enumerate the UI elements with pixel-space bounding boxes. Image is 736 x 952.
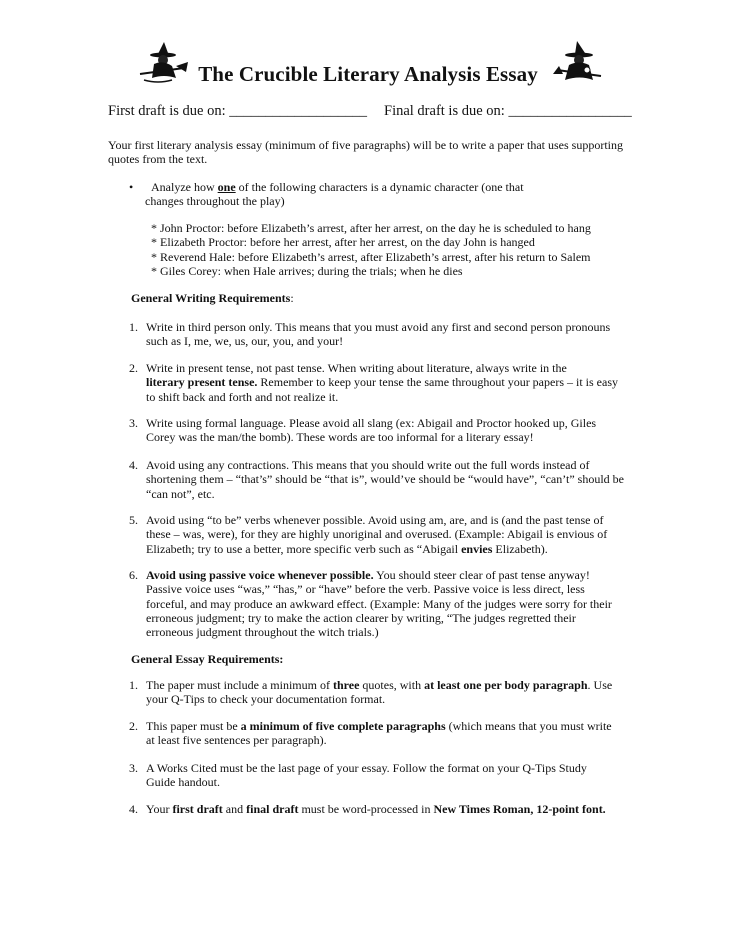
item-line: your Q-Tips to check your documentation format. bbox=[146, 692, 386, 707]
essay-item-2 bbox=[146, 719, 612, 748]
item-line: A Works Cited must be the last page of your essay. Follow the format on your Q-Tips Study bbox=[146, 761, 587, 775]
essay-item-3 bbox=[146, 761, 587, 790]
item-number: 4. bbox=[129, 802, 138, 816]
item-line: Avoid using any contractions. This means that you should write out the full words instead of bbox=[146, 458, 590, 472]
item-line: “can not”, etc. bbox=[146, 486, 215, 501]
intro-paragraph bbox=[108, 138, 623, 167]
item-line: Avoid using passive voice whenever possible. You should steer clear of past tense anyway! bbox=[146, 568, 590, 582]
final-draft-blank: _________________ bbox=[508, 103, 632, 119]
intro-line: Your first literary analysis essay (minimum of five paragraphs) will be to write a paper that uses supporting bbox=[108, 138, 623, 152]
item-number: 5. bbox=[129, 513, 138, 527]
first-draft-due bbox=[108, 103, 367, 120]
item-line: Write in present tense, not past tense. When writing about literature, always write in the bbox=[146, 361, 567, 375]
item-line: The paper must include a minimum of three quotes, with at least one per body paragraph. Use bbox=[146, 678, 613, 692]
item-line: erroneous judgment; try to make the action clearer by writing, “The judges regretted their bbox=[146, 610, 576, 625]
item-line: these – was, were), for they are highly unoriginal and overused. (Example: Abigail is envious of bbox=[146, 527, 608, 542]
item-line: Write using formal language. Please avoid all slang (ex: Abigail and Proctor hooked up, Giles bbox=[146, 416, 597, 430]
writing-item-1 bbox=[146, 320, 610, 349]
final-draft-due bbox=[384, 103, 632, 120]
item-line: forceful, and may produce an awkward effect. (Example: Many of the judges were sorry for their bbox=[146, 596, 612, 611]
item-number: 6. bbox=[129, 568, 138, 582]
item-number: 3. bbox=[129, 416, 138, 430]
intro-line: quotes from the text. bbox=[108, 152, 208, 167]
item-line: to shift back and forth and not realize it. bbox=[146, 389, 339, 404]
item-line: literary present tense. Remember to keep your tense the same throughout your papers – it is easy bbox=[146, 375, 618, 390]
character-item: * Giles Corey: when Hale arrives; during the trials; when he dies bbox=[151, 263, 463, 278]
item-line: at least five sentences per paragraph). bbox=[146, 733, 327, 748]
item-line: Guide handout. bbox=[146, 775, 220, 790]
item-line: shortening them – “that’s” should be “that is”, would’ve should be “would have”, “can’t” should be bbox=[146, 472, 624, 487]
item-line: such as I, me, we, us, our, you, and your! bbox=[146, 334, 344, 349]
bullet-emphasis: one bbox=[217, 180, 236, 194]
final-draft-label: Final draft is due on: bbox=[384, 103, 505, 119]
item-line: Write in third person only. This means that you must avoid any first and second person pronouns bbox=[146, 320, 611, 334]
item-line: Passive voice uses “was,” “has,” or “have” before the verb. Passive voice is less direct, less bbox=[146, 582, 585, 597]
bullet-text: of the following characters is a dynamic character (one that bbox=[235, 180, 524, 194]
bullet-paragraph bbox=[145, 180, 524, 209]
writing-item-6 bbox=[146, 568, 612, 639]
character-list bbox=[151, 221, 591, 278]
page-title: The Crucible Literary Analysis Essay bbox=[198, 62, 538, 86]
item-line: erroneous judgment throughout the witch trials.) bbox=[146, 625, 379, 640]
first-draft-label: First draft is due on: bbox=[108, 103, 226, 119]
writing-item-5 bbox=[146, 513, 607, 556]
item-line: Corey was the man/the bomb). These words are too informal for a literary essay! bbox=[146, 430, 534, 445]
item-number: 1. bbox=[129, 320, 138, 334]
item-line: Avoid using “to be” verbs whenever possible. Avoid using am, are, and is (and the past tense of bbox=[146, 513, 604, 527]
item-number: 3. bbox=[129, 761, 138, 775]
bullet-text: Analyze how bbox=[151, 180, 218, 194]
item-line: This paper must be a minimum of five complete paragraphs (which means that you must write bbox=[146, 719, 612, 733]
item-line: Your first draft and final draft must be word-processed in New Times Roman, 12-point font. bbox=[146, 802, 606, 816]
character-item: * Elizabeth Proctor: before her arrest, after her arrest, on the day John is hanged bbox=[151, 235, 535, 250]
writing-heading: General Writing Requirements: bbox=[131, 291, 294, 305]
essay-item-1 bbox=[146, 678, 612, 707]
item-number: 4. bbox=[129, 458, 138, 472]
first-draft-blank: ___________________ bbox=[229, 103, 367, 119]
writing-item-4 bbox=[146, 458, 624, 501]
item-line: Elizabeth; try to use a better, more specific verb such as “Abigail envies Elizabeth). bbox=[146, 541, 548, 556]
character-item: * Reverend Hale: before Elizabeth’s arrest, after Elizabeth’s arrest, after his return to Salem bbox=[151, 249, 591, 264]
bullet-icon: • bbox=[129, 180, 134, 194]
writing-item-3 bbox=[146, 416, 596, 445]
essay-heading: General Essay Requirements: bbox=[131, 652, 284, 666]
item-number: 2. bbox=[129, 361, 138, 375]
bullet-line: changes throughout the play) bbox=[145, 194, 285, 209]
essay-item-4 bbox=[146, 802, 606, 816]
bullet-line bbox=[151, 180, 524, 194]
character-item: * John Proctor: before Elizabeth’s arrest, after her arrest, on the day he is scheduled to hang bbox=[151, 221, 591, 235]
item-number: 1. bbox=[129, 678, 138, 692]
writing-item-2 bbox=[146, 361, 618, 404]
item-number: 2. bbox=[129, 719, 138, 733]
